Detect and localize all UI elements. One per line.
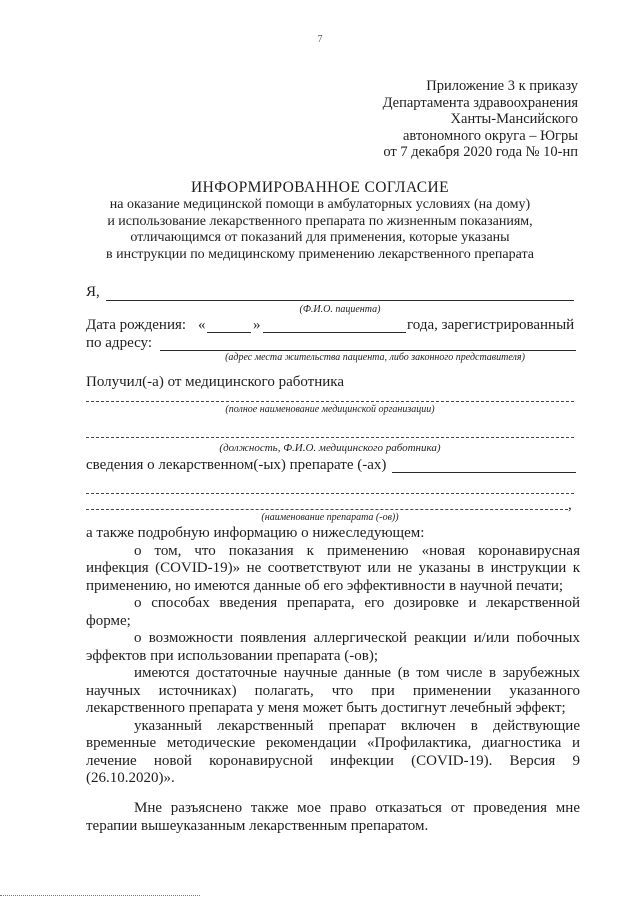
page-number: 7 [317, 34, 323, 45]
appendix-line: Ханты-Мансийского [450, 111, 578, 127]
dob-quote-close: » [253, 317, 261, 333]
subtitle-line: отличающимся от показаний для применения, которые указаны [130, 230, 510, 245]
drug-name-line-3[interactable] [86, 509, 568, 510]
medical-worker-line[interactable] [86, 437, 574, 438]
organization-caption: (полное наименование медицинской организации) [225, 404, 435, 415]
dob-suffix: года, зарегистрированный [407, 317, 575, 333]
line-end-comma: , [568, 497, 572, 513]
appendix-line: от 7 декабря 2020 года № 10-нп [383, 144, 578, 160]
footer-rule [0, 895, 200, 896]
appendix-line: Департамента здравоохранения [382, 94, 578, 111]
body-intro: а также подробную информацию о нижеследующем: [86, 525, 425, 541]
body-item: указанный лекарственный препарат включен в действующие временные методические рекомендации «Профилактика, диагностика и лечение новой коронавирусной инфекции (COVID-19). Версия 9 (26.10.2020)». [86, 717, 580, 786]
appendix-line: Приложение 3 к приказу [426, 78, 578, 94]
body-text [86, 525, 580, 788]
fio-caption: (Ф.И.О. пациента) [299, 304, 381, 315]
medical-worker-caption: (должность, Ф.И.О. медицинского работника) [219, 442, 441, 454]
dob-quote-open: « [198, 317, 206, 333]
dob-month-year-line[interactable] [263, 332, 406, 333]
address-label: по адресу: [86, 335, 153, 351]
body-item: о возможности появления аллергической реакции и/или побочных эффектов при использовании препарата (-ов); [86, 630, 580, 664]
subtitle-line: в инструкции по медицинскому применению лекарственного препарата [106, 246, 534, 262]
document-title: ИНФОРМИРОВАННОЕ СОГЛАСИЕ [191, 179, 449, 196]
drug-name-line-1[interactable] [392, 472, 576, 473]
dob-day-line[interactable] [207, 332, 251, 333]
body-item: о способах введения препарата, его дозировке и лекарственной форме; [86, 595, 580, 629]
drug-caption: (наименование препарата (-ов)) [261, 512, 399, 523]
closing-paragraph: Мне разъяснено также мое право отказаться от проведения мне терапии вышеуказанным лекарственным препаратом. [86, 800, 580, 834]
fio-line[interactable] [106, 300, 574, 301]
closing-text [86, 800, 580, 835]
drug-name-line-2[interactable] [86, 493, 574, 494]
address-line[interactable] [160, 350, 576, 351]
appendix-line: автономного округа – Югры [402, 127, 578, 144]
address-caption: (адрес места жительства пациента, либо законного представителя) [225, 352, 525, 363]
title-block [0, 178, 640, 263]
ya-label: Я, [86, 284, 100, 300]
dob-label: Дата рождения: [86, 317, 187, 333]
subtitle-line: и использование лекарственного препарата по жизненным показаниям, [107, 213, 533, 229]
appendix-note [383, 78, 578, 161]
drug-info-label: сведения о лекарственном(-ых) препарате (-ах) [86, 457, 387, 473]
body-item: имеются достаточные научные данные (в том числе в зарубежных научных источниках) полагать, что при применении указанного лекарственного препарата у меня может быть достигнут лечебный эффект; [86, 665, 580, 716]
subtitle-line: на оказание медицинской помощи в амбулаторных условиях (на дому) [109, 197, 531, 212]
body-item: о том, что показания к применению «новая коронавирусная инфекция (COVID-19)» не соответствуют или не указаны в инструкции к применению, но имеются данные об его эффективности в научной печати; [86, 542, 580, 594]
received-label: Получил(-а) от медицинского работника [86, 374, 345, 390]
organization-line[interactable] [86, 401, 574, 402]
